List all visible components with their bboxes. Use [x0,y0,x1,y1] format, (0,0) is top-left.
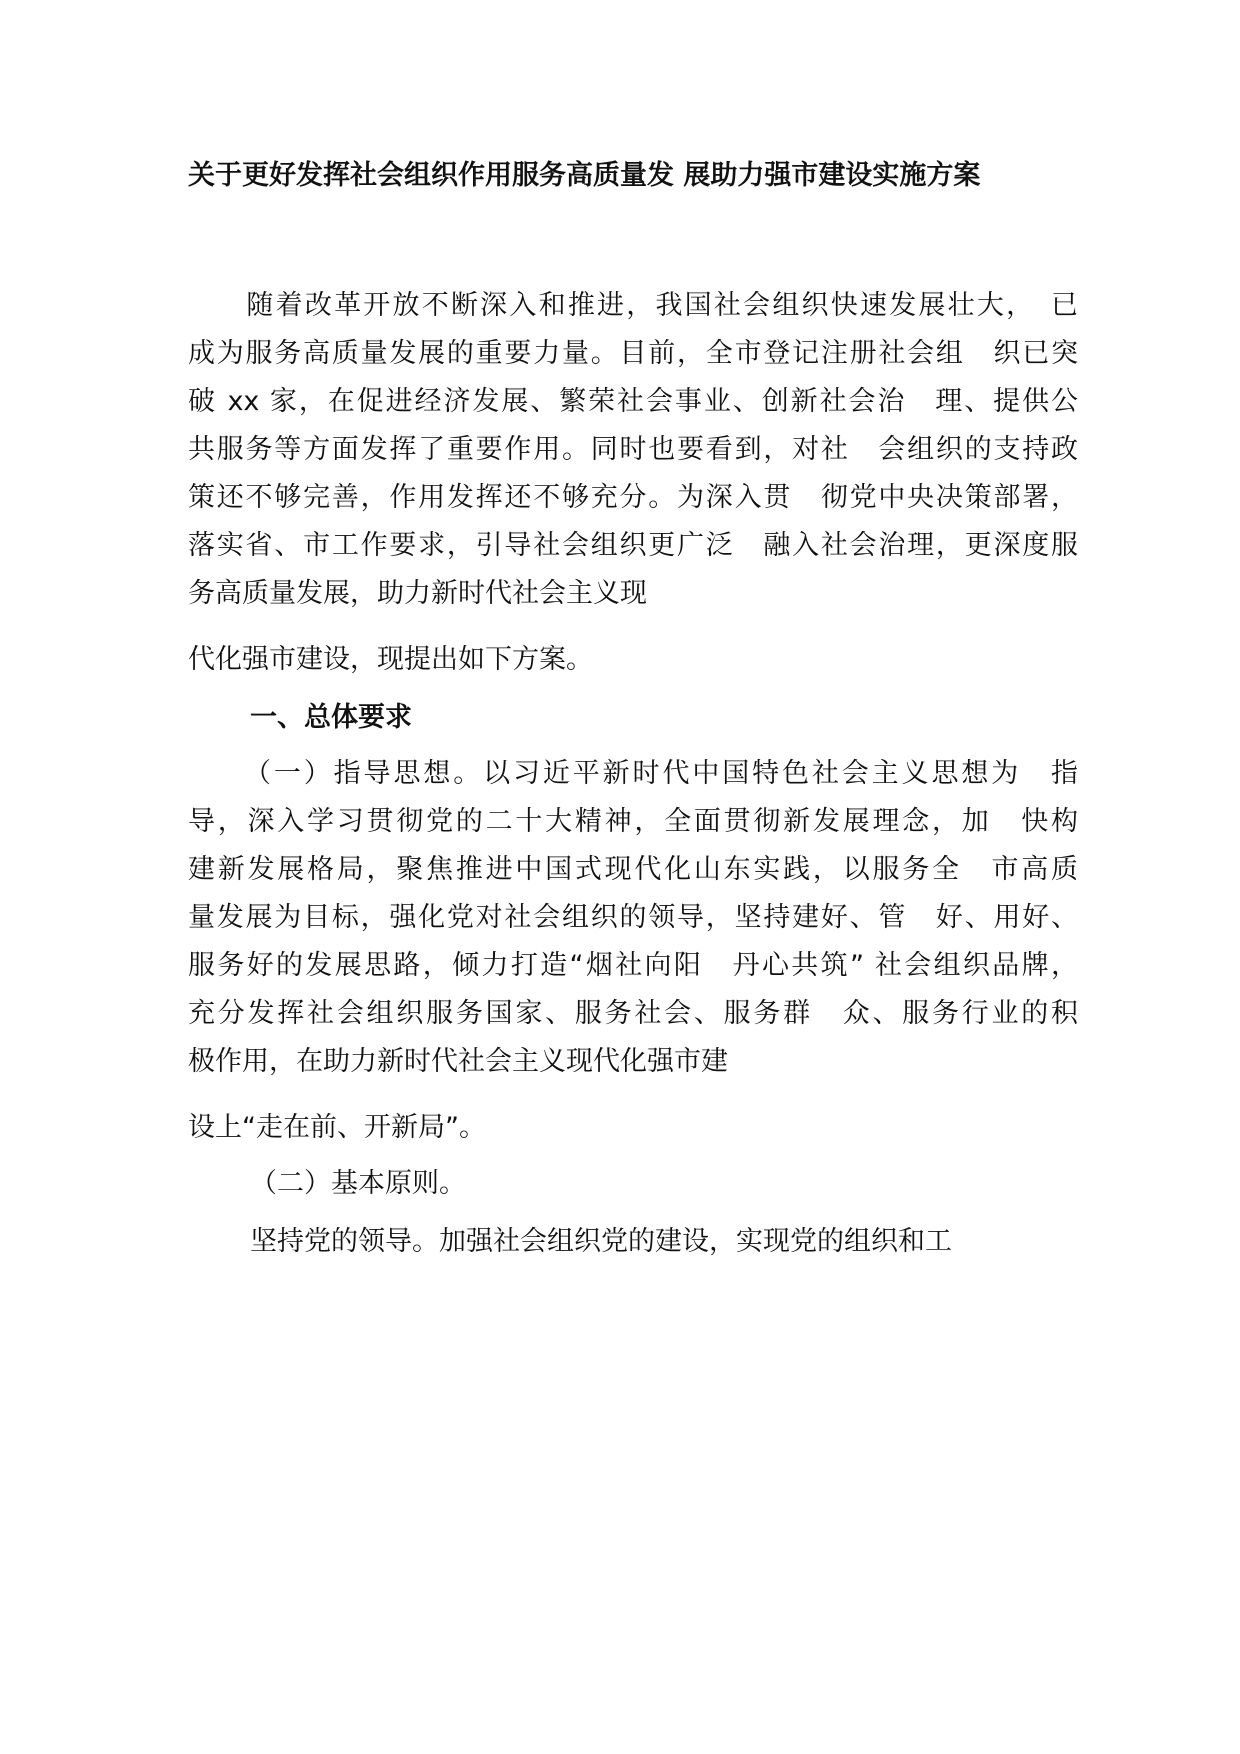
paragraph-2-tail: 设上“走在前、开新局”。 [188,1112,486,1143]
paragraph-1-line-6: 落实省、市工作要求，引导社会组织更广泛 融入社会治理，更深度服 [188,530,1078,561]
paragraph-2-line-3: 建新发展格局，聚焦推进中国式现代化山东实践，以服务全 市高质 [188,854,1078,885]
paragraph-1-line-1: 随着改革开放不断深入和推进，我国社会组织快速发展壮大， 已 [188,290,1078,321]
paragraph-1-line-5: 策还不够完善，作用发挥还不够充分。为深入贯 彻党中央决策部署， [188,482,1078,513]
paragraph-1-line-4: 共服务等方面发挥了重要作用。同时也要看到，对社 会组织的支持政 [188,434,1078,465]
paragraph-1-line-3: 破 xx 家，在促进经济发展、繁荣社会事业、创新社会治 理、提供公 [188,386,1078,417]
section-subheading-2: （二）基本原则。 [250,1168,466,1199]
document-title: 关于更好发挥社会组织作用服务高质量发 展助力强市建设实施方案 [188,160,981,191]
paragraph-2-line-5: 服务好的发展思路，倾力打造“烟社向阳 丹心共筑” 社会组织品牌， [188,950,1078,981]
paragraph-1-tail: 代化强市建设，现提出如下方案。 [188,644,593,675]
paragraph-2-line-7: 极作用，在助力新时代社会主义现代化强市建 [188,1046,728,1077]
paragraph-2-line-4: 量发展为目标，强化党对社会组织的领导，坚持建好、管 好、用好、 [188,902,1078,933]
paragraph-1-line-7: 务高质量发展，助力新时代社会主义现 [188,578,647,609]
paragraph-3-line-1: 坚持党的领导。加强社会组织党的建设，实现党的组织和工 [250,1226,952,1257]
paragraph-2-line-2: 导，深入学习贯彻党的二十大精神，全面贯彻新发展理念，加 快构 [188,806,1078,837]
paragraph-2-line-1: （一）指导思想。以习近平新时代中国特色社会主义思想为 指 [244,758,1078,789]
paragraph-1-line-2: 成为服务高质量发展的重要力量。目前，全市登记注册社会组 织已突 [188,338,1078,369]
section-heading-1: 一、总体要求 [250,702,412,733]
paragraph-2-line-6: 充分发挥社会组织服务国家、服务社会、服务群 众、服务行业的积 [188,998,1078,1029]
